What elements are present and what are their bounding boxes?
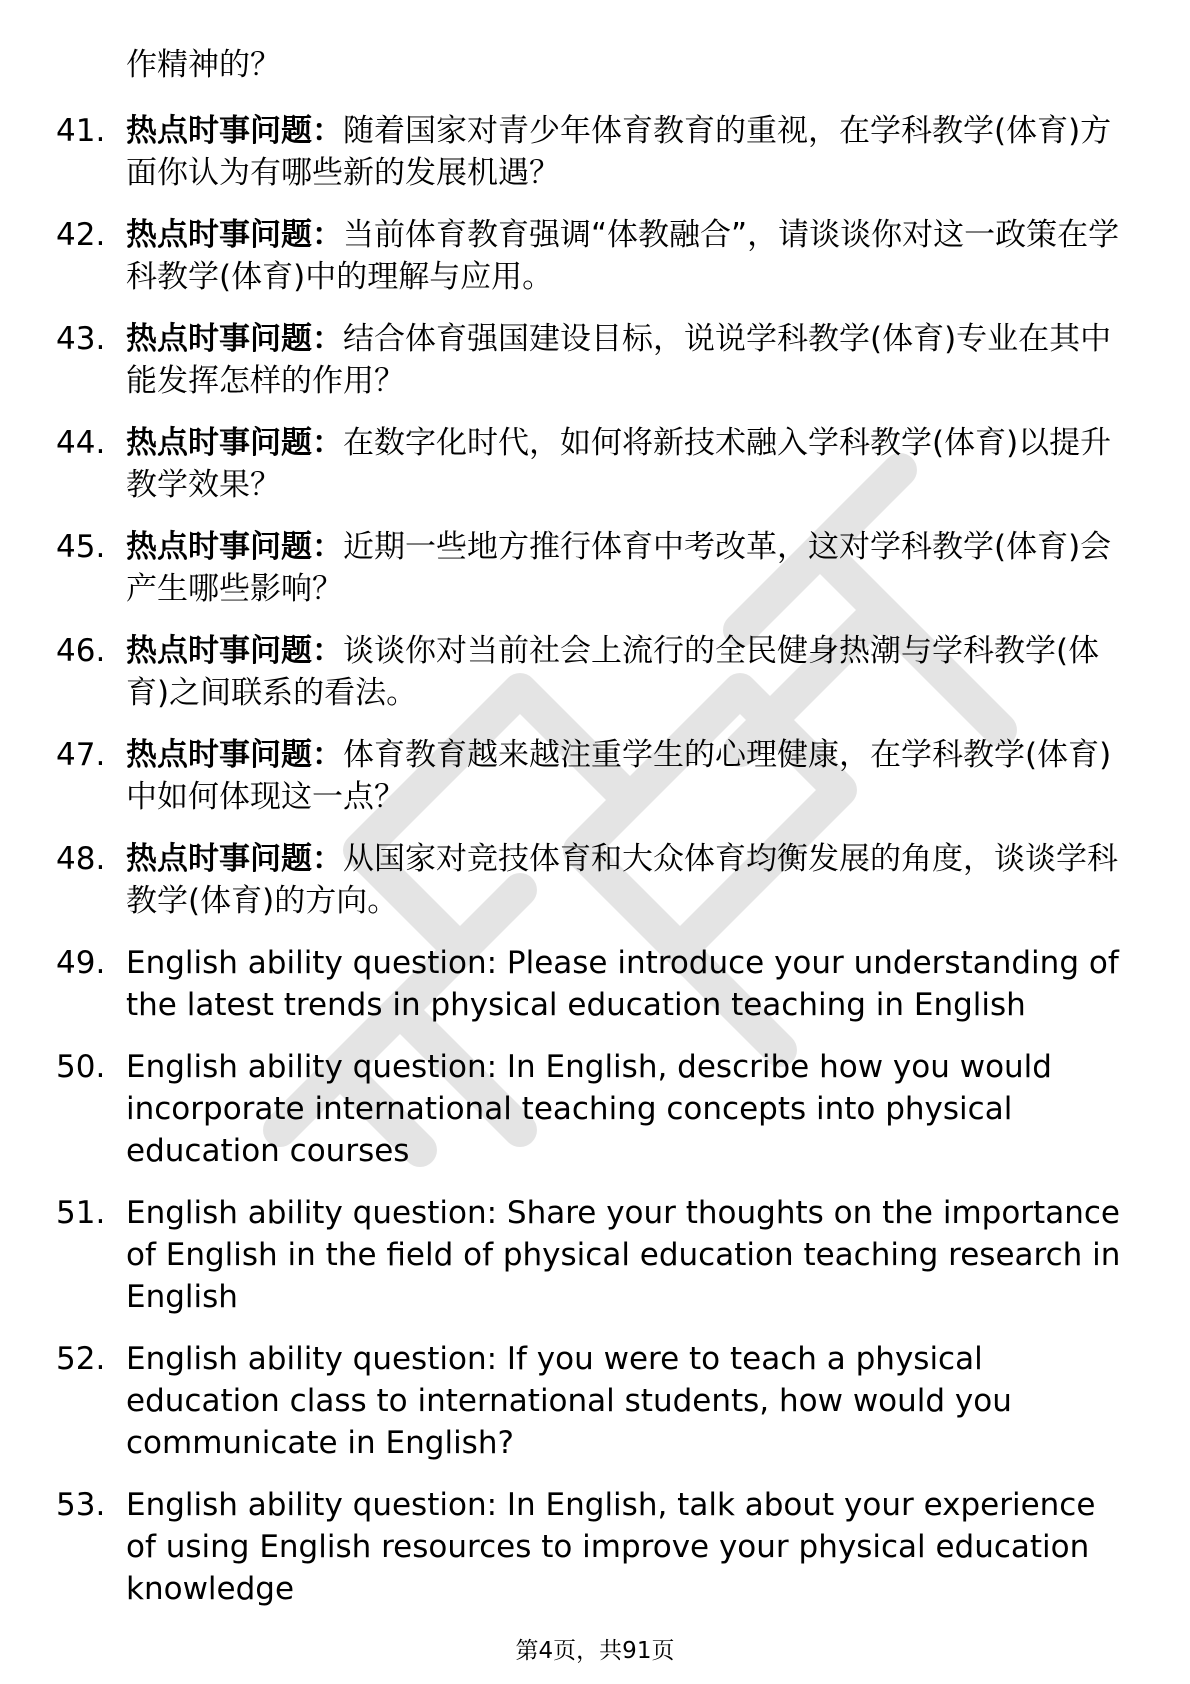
question-item	[0, 1192, 1190, 1318]
question-label: 热点时事问题：	[126, 529, 343, 565]
question-number: 52.	[56, 1341, 106, 1377]
question-body: 谈谈你对当前社会上流行的全民健身热潮与学科教学(体育)之间联系的看法。	[126, 633, 1100, 711]
question-item	[0, 630, 1190, 714]
question-body: 体育教育越来越注重学生的心理健康，在学科教学(体育)中如何体现这一点？	[126, 737, 1112, 815]
question-item	[0, 214, 1190, 298]
question-body: 结合体育强国建设目标，说说学科教学(体育)专业在其中能发挥怎样的作用？	[126, 321, 1112, 399]
question-text	[126, 214, 1130, 298]
question-text	[126, 734, 1130, 818]
question-item	[0, 734, 1190, 818]
question-text	[126, 838, 1130, 922]
question-body: 在数字化时代，如何将新技术融入学科教学(体育)以提升教学效果？	[126, 425, 1112, 503]
question-item	[0, 838, 1190, 922]
question-label: 热点时事问题：	[126, 737, 343, 773]
question-item	[0, 526, 1190, 610]
continuation-text: 作精神的？	[126, 47, 281, 83]
question-text	[126, 526, 1130, 610]
question-label: 热点时事问题：	[126, 217, 343, 253]
question-item	[0, 1338, 1190, 1464]
question-text: English ability question: Share your thoughts on the importance of English in the field of physical education teaching research in English	[126, 1195, 1121, 1315]
question-number: 47.	[56, 737, 106, 773]
question-number: 44.	[56, 425, 106, 461]
question-item	[0, 318, 1190, 402]
question-number: 42.	[56, 217, 106, 253]
question-text	[126, 630, 1130, 714]
question-text: English ability question: Please introduce your understanding of the latest trends in physical education teaching in English	[126, 945, 1119, 1023]
question-item	[0, 1046, 1190, 1172]
question-text: English ability question: If you were to teach a physical education class to international students, how would you communicate in English?	[126, 1341, 1012, 1461]
question-body: 从国家对竞技体育和大众体育均衡发展的角度，谈谈学科教学(体育)的方向。	[126, 841, 1118, 919]
question-number: 53.	[56, 1487, 106, 1523]
question-text: English ability question: In English, describe how you would incorporate international teaching concepts into physical education courses	[126, 1049, 1052, 1169]
question-number: 50.	[56, 1049, 106, 1085]
question-text: English ability question: In English, talk about your experience of using English resources to improve your physical education knowledge	[126, 1487, 1096, 1607]
question-number: 49.	[56, 945, 106, 981]
question-body: 随着国家对青少年体育教育的重视，在学科教学(体育)方面你认为有哪些新的发展机遇？	[126, 113, 1112, 191]
question-number: 45.	[56, 529, 106, 565]
question-text	[126, 110, 1130, 194]
question-list	[0, 110, 1190, 1630]
question-label: 热点时事问题：	[126, 841, 343, 877]
question-number: 46.	[56, 633, 106, 669]
question-item	[0, 110, 1190, 194]
page-footer: 第4页，共91页	[515, 1638, 675, 1664]
question-label: 热点时事问题：	[126, 425, 343, 461]
question-item	[0, 1484, 1190, 1610]
question-label: 热点时事问题：	[126, 633, 343, 669]
question-item	[0, 942, 1190, 1026]
question-number: 48.	[56, 841, 106, 877]
question-text	[126, 318, 1130, 402]
question-text	[126, 422, 1130, 506]
question-body: 当前体育教育强调“体教融合”，请谈谈你对这一政策在学科教学(体育)中的理解与应用。	[126, 217, 1120, 295]
question-number: 43.	[56, 321, 106, 357]
question-item	[0, 422, 1190, 506]
question-number: 41.	[56, 113, 106, 149]
question-number: 51.	[56, 1195, 106, 1231]
question-label: 热点时事问题：	[126, 321, 343, 357]
question-body: 近期一些地方推行体育中考改革，这对学科教学(体育)会产生哪些影响？	[126, 529, 1112, 607]
question-label: 热点时事问题：	[126, 113, 343, 149]
